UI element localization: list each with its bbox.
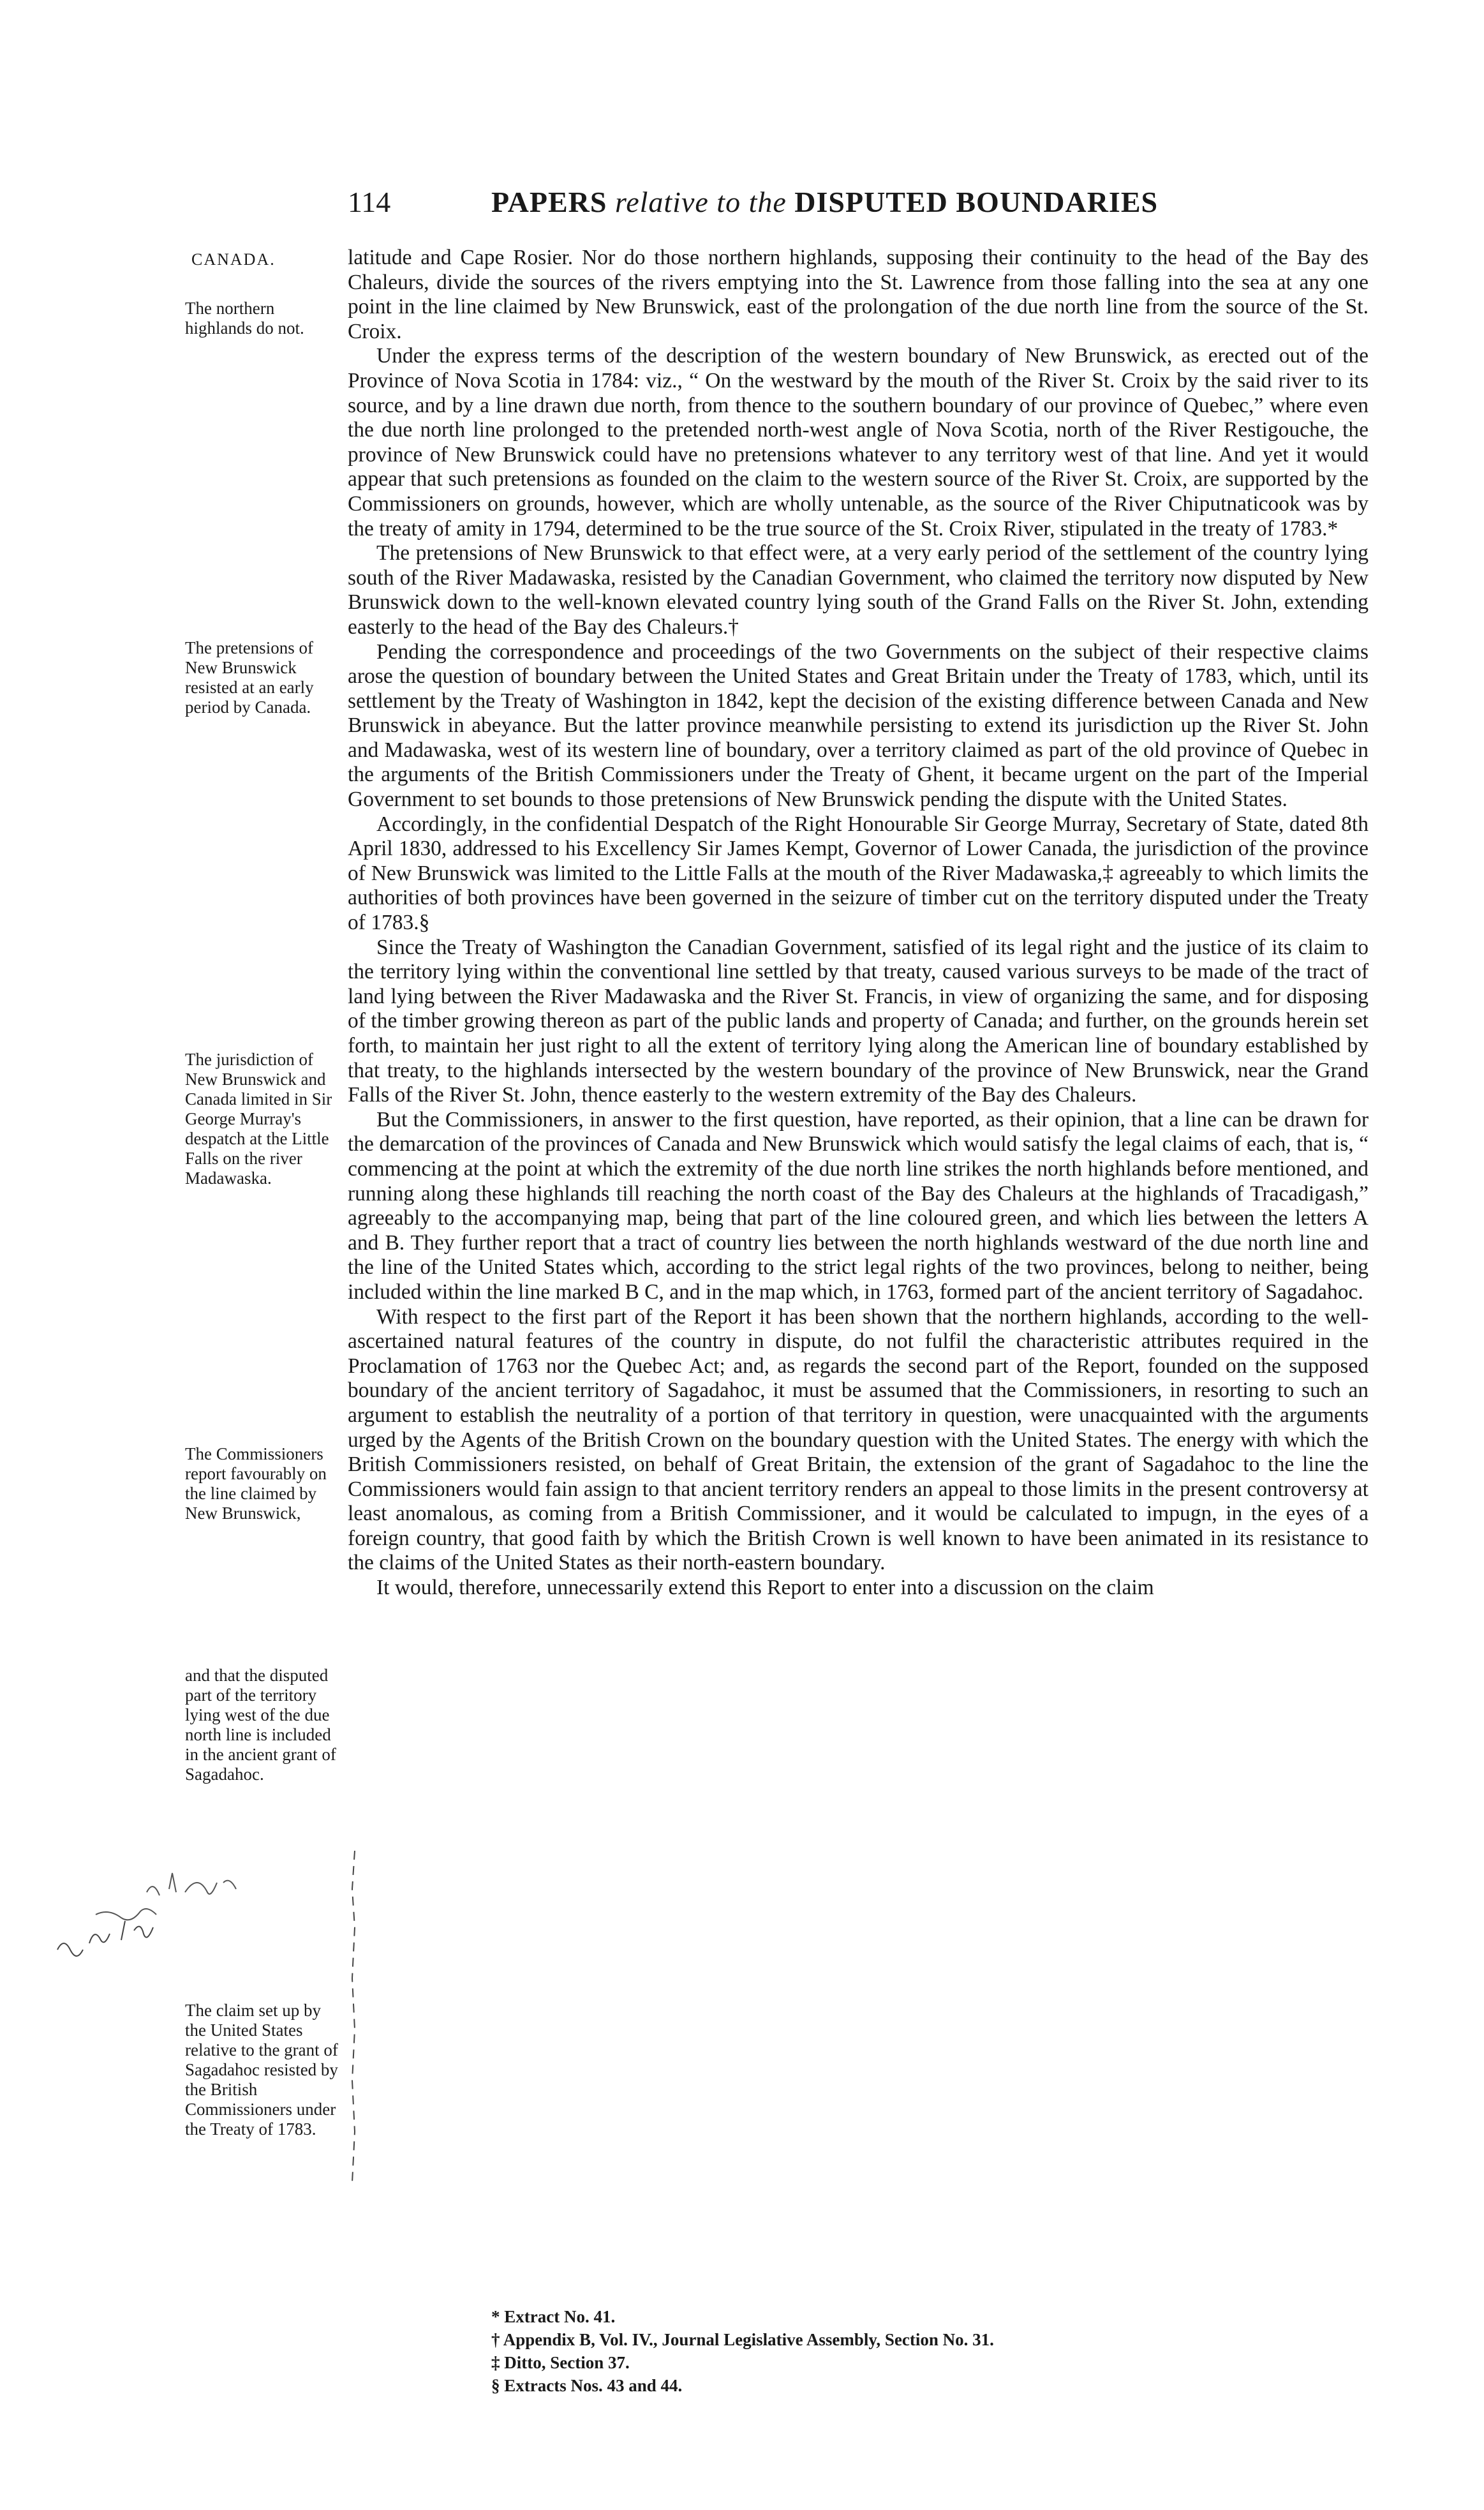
margin-note: The claim set up by the United States relative to the grant of Sagadahoc resisted by the British Commissioners under the Treaty of 1783. (185, 2001, 338, 2139)
footnote: ‡ Ditto, Section 37. (491, 2353, 630, 2372)
paragraph: latitude and Cape Rosier. Nor do those northern highlands, supposing their continuity to the head of the Bay des Chaleurs, divide the sources of the rivers emptying into the St. Lawrence from those falling into the sea at any one point in the line claimed by New Brunswick, east of the prolongation of the due north line from the source of the St. Croix. (348, 246, 1369, 343)
margin-note: The northern highlands do not. (185, 299, 304, 338)
footnote: * Extract No. 41. (491, 2307, 616, 2326)
paragraph: Under the express terms of the description of the western boundary of New Brunswick, as erected out of the Province of Nova Scotia in 1784: viz., “ On the westward by the mouth of the River St. Croix by the said river to its source, and by a line drawn due north, from thence to the southern boundary of our province of Quebec,” where even the due north line prolonged to the pretended north-west angle of Nova Scotia, north of the River Restigouche, the province of New Brunswick could have no pretensions whatever to any territory west of that line. And yet it would appear that such pretensions as founded on the claim to the western source of the River St. Croix, are supported by the Commissioners on grounds, however, which are wholly untenable, as the source of the River Chiputnaticook was by the treaty of amity in 1794, determined to be the true source of the St. Croix River, stipulated in the treaty of 1783.* (348, 344, 1369, 541)
title-italic: relative to the (615, 186, 787, 218)
page-number: 114 (348, 186, 391, 218)
footnote: § Extracts Nos. 43 and 44. (491, 2376, 683, 2395)
section-label: CANADA. (191, 250, 276, 269)
page-header (0, 185, 1484, 236)
paragraph: Accordingly, in the confidential Despatch of the Right Honourable Sir George Murray, Secretary of State, dated 8th April 1830, addressed to his Excellency Sir James Kempt, Governor of Lower Canada, the jurisdiction of the province of New Brunswick was limited to the Little Falls at the mouth of the River Madawaska,‡ agreeably to which limits the authorities of both provinces have been governed in the seizure of timber cut on the territory disputed under the Treaty of 1783.§ (348, 812, 1369, 935)
margin-note: The jurisdiction of New Brunswick and Canada limited in Sir George Murray's despatch at the Little Falls on the river Madawaska. (185, 1050, 332, 1188)
title-main: PAPERS (491, 186, 607, 218)
margin-bracket (350, 1851, 357, 2183)
footnotes (491, 2305, 994, 2397)
body-text (348, 246, 1369, 1601)
paragraph: Since the Treaty of Washington the Canadian Government, satisfied of its legal right and the justice of its claim to the territory lying within the conventional line settled by that treaty, caused various surveys to be made of the tract of land lying between the River Madawaska and the River St. Francis, in view of organizing the same, and for disposing of the timber growing thereon as part of the public lands and property of Canada; and further, on the grounds herein set forth, to maintain her just right to all the extent of territory lying along the American line of boundary established by that treaty, to the highlands intersected by the western boundary of the province of New Brunswick, near the Grand Falls of the River St. John, thence easterly to the western extremity of the Bay des Chaleurs. (348, 935, 1369, 1107)
margin-note: and that the disputed part of the territory lying west of the due north line is included in the ancient grant of Sagadahoc. (185, 1666, 336, 1784)
paragraph: But the Commissioners, in answer to the first question, have reported, as their opinion, that a line can be drawn for the demarcation of the provinces of Canada and New Brunswick which would satisfy the legal claims of each, that is, “ commencing at the point at which the extremity of the due north line strikes the north highlands before mentioned, and running along these highlands till reaching the north coast of the Bay des Chaleurs at the highlands of Tracadigash,” agreeably to the accompanying map, being that part of the line coloured green, and which lies between the letters A and B. They further report that a tract of country lies between the north highlands westward of the due north line and the line of the United States which, according to the strict legal rights of the two provinces, belong to neither, being included within the line marked B C, and in the map which, in 1763, formed part of the ancient territory of Sagadahoc. (348, 1107, 1369, 1304)
margin-note: The Commissioners report favourably on the line claimed by New Brunswick, (185, 1444, 327, 1523)
paragraph: The pretensions of New Brunswick to that effect were, at a very early period of the settlement of the country lying south of the River Madawaska, resisted by the Canadian Government, who claimed the territory now disputed by New Brunswick down to the well-known elevated country lying south of the Grand Falls on the River St. John, extending easterly to the head of the Bay des Chaleurs.† (348, 541, 1369, 639)
margin-note: The pretensions of New Brunswick resisted at an early period by Canada. (185, 638, 314, 717)
paragraph: Pending the correspondence and proceedings of the two Governments on the subject of their respective claims arose the question of boundary between the United States and Great Britain under the Treaty of 1783, which, until its settlement by the Treaty of Washington in 1842, kept the decision of the existing difference between Canada and New Brunswick in abeyance. But the latter province meanwhile persisting to extend its jurisdiction up the River St. John and Madawaska, west of its western line of boundary, over a territory claimed as part of the old province of Quebec in the arguments of the British Commissioners under the Treaty of Ghent, it became urgent on the part of the Imperial Government to set bounds to those pretensions of New Brunswick pending the dispute with the United States. (348, 639, 1369, 812)
footnote: † Appendix B, Vol. IV., Journal Legislative Assembly, Section No. 31. (491, 2330, 994, 2349)
paragraph: With respect to the first part of the Report it has been shown that the northern highlands, according to the well-ascertained natural features of the country in dispute, do not fulfil the characteristic attributes required in the Proclamation of 1763 nor the Quebec Act; and, as regards the second part of the Report, founded on the supposed boundary of the ancient territory of Sagadahoc, it must be assumed that the Commissioners, in resorting to such an argument to establish the neutrality of a portion of that territory in question, were unacquainted with the arguments urged by the Agents of the British Crown on the boundary question with the United States. The energy with which the British Commissioners resisted, on behalf of Great Britain, the extension of the grant of Sagadahoc to the line the Commissioners would fain assign to that ancient territory renders an appeal to those limits in the present controversy at least anomalous, as coming from a British Commissioner, and it would be calculated to impugn, in the eyes of a foreign country, that good faith by which the British Crown is well known to have been animated in its resistance to the claims of the United States as their north-eastern boundary. (348, 1304, 1369, 1575)
running-title (491, 185, 1158, 219)
title-end: DISPUTED BOUNDARIES (794, 186, 1159, 218)
handwritten-annotation (51, 1854, 281, 1994)
paragraph: It would, therefore, unnecessarily extend this Report to enter into a discussion on the claim (376, 1576, 1154, 1600)
